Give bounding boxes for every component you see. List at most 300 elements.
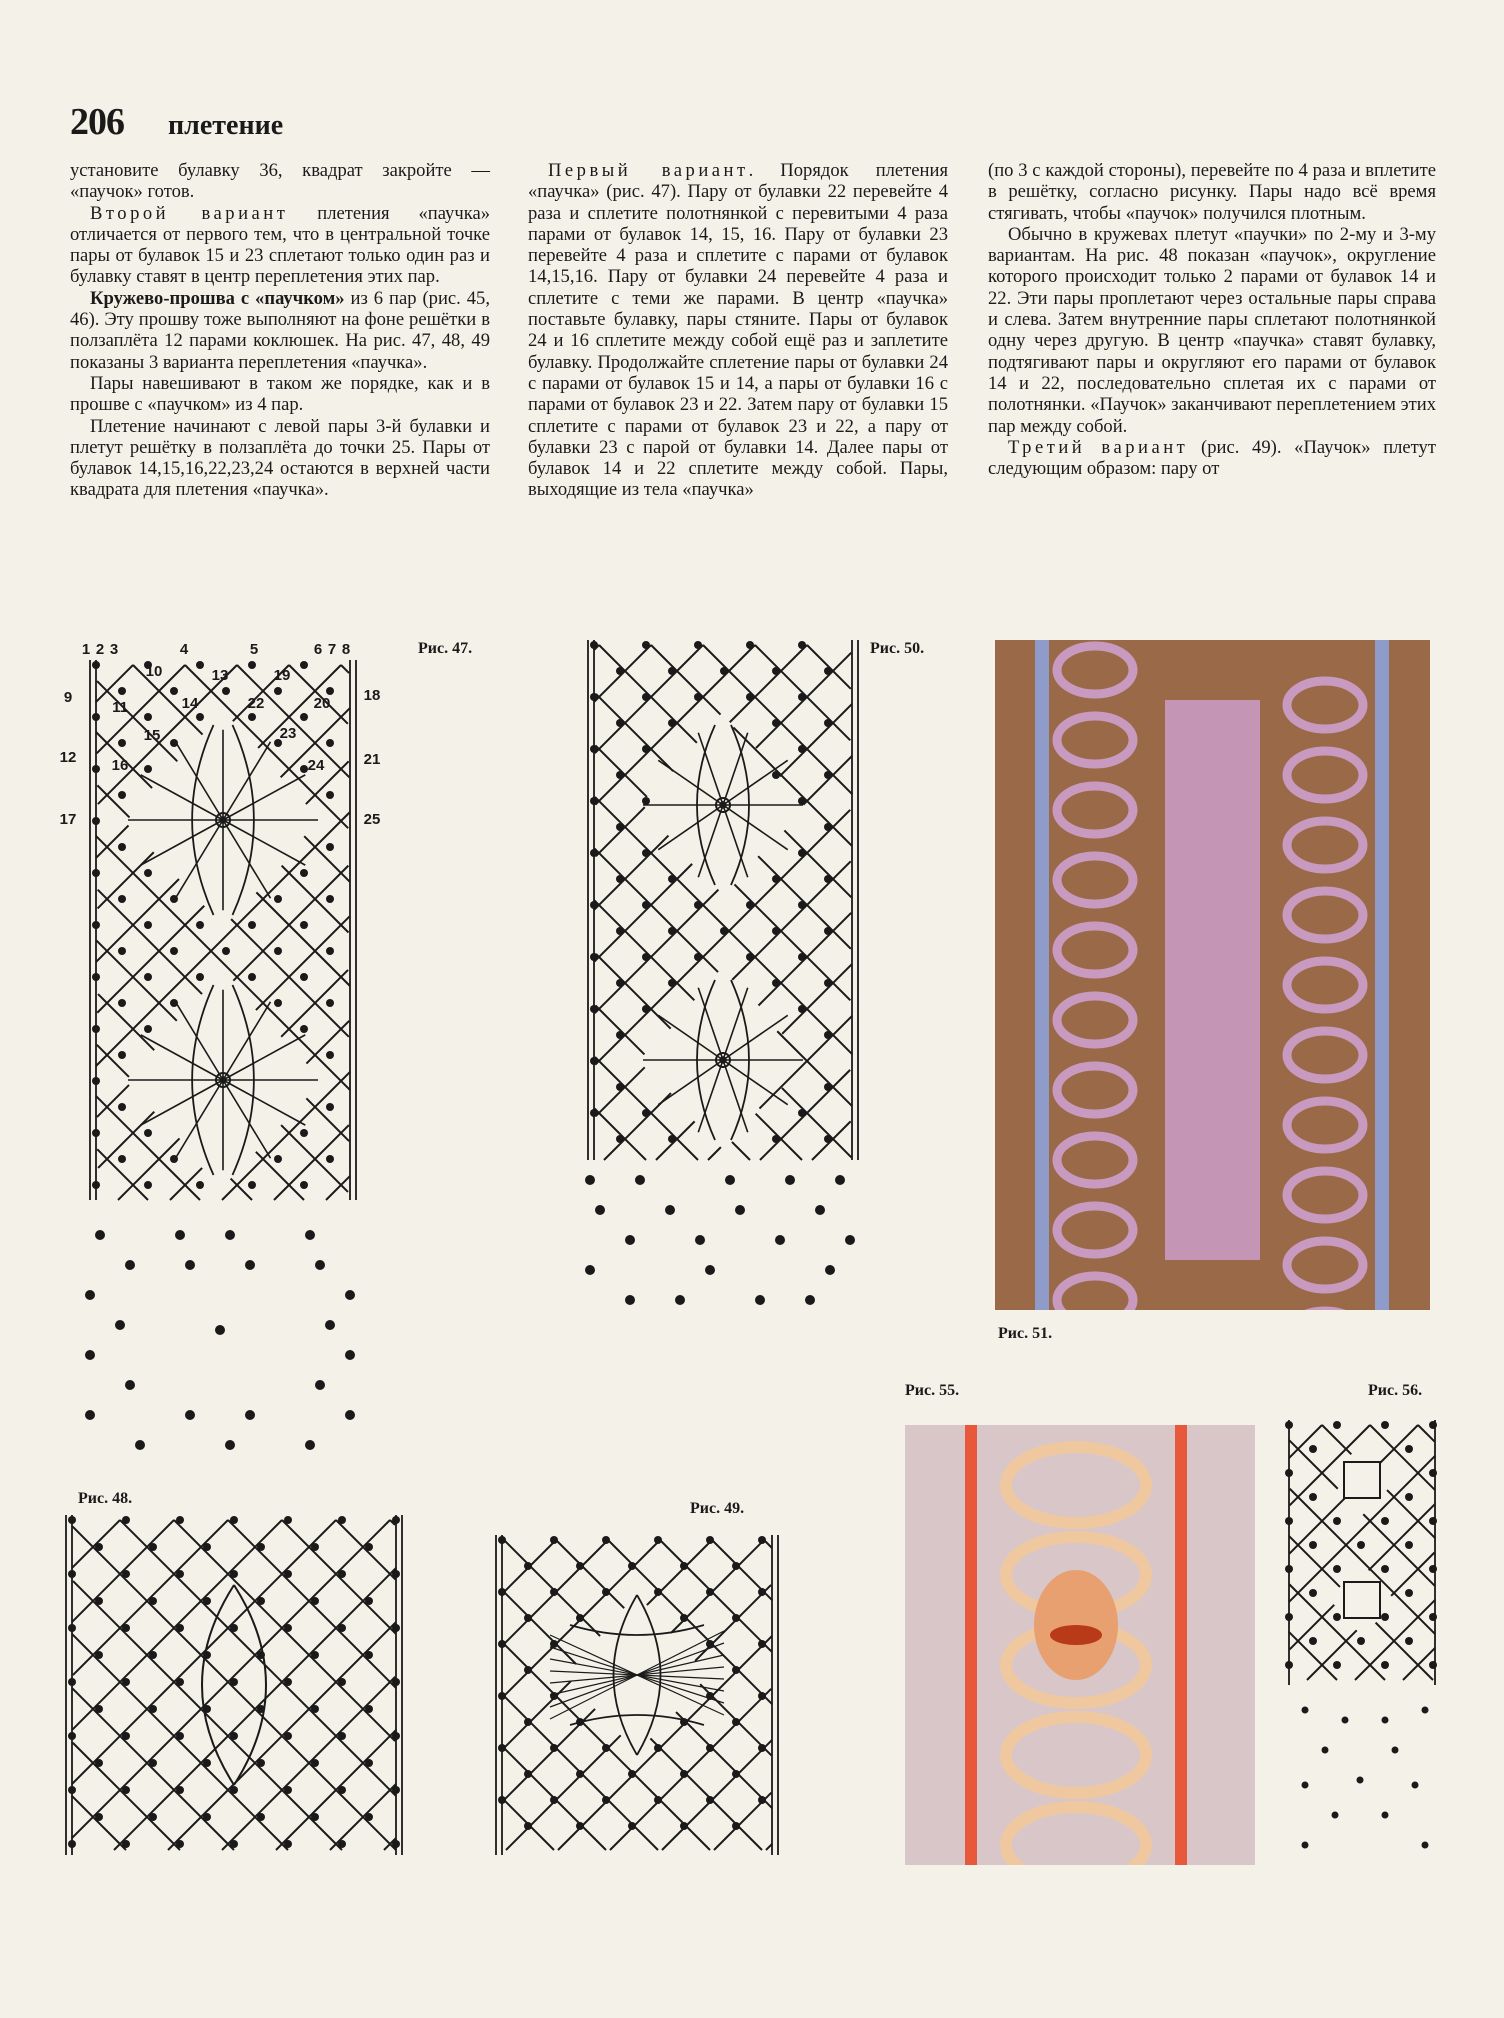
pin-dot: [720, 927, 728, 935]
thread-line: [723, 1060, 788, 1105]
thread-line: [595, 1057, 698, 1160]
pin-dot: [1429, 1517, 1437, 1525]
pin-dot: [92, 765, 100, 773]
pin-number-label: 9: [63, 689, 73, 706]
pin-dot: [305, 1230, 315, 1240]
pin-dot: [498, 1692, 506, 1700]
pin-dot: [1392, 1747, 1399, 1754]
thread-line: [723, 1060, 748, 1132]
thread-line: [336, 1520, 395, 1579]
pin-dot: [772, 927, 780, 935]
pin-dot: [1382, 1812, 1389, 1819]
pin-dot: [695, 1235, 705, 1245]
thread-line: [282, 1520, 396, 1634]
pin-number-label: 22: [247, 695, 265, 712]
thread-line: [803, 756, 852, 805]
pin-dot: [95, 1543, 103, 1551]
thread-line: [72, 1520, 120, 1568]
pin-dot: [498, 1588, 506, 1596]
pin-dot: [1381, 1517, 1389, 1525]
pin-dot: [675, 1295, 685, 1305]
pin-dot: [1332, 1812, 1339, 1819]
thread-line: [223, 820, 271, 898]
pin-dot: [706, 1744, 714, 1752]
pin-dot: [284, 1570, 292, 1578]
pin-dot: [824, 719, 832, 727]
pin-dot: [135, 1440, 145, 1450]
pin-dot: [1381, 1661, 1389, 1669]
thread-line: [256, 892, 350, 986]
pin-dot: [196, 1181, 204, 1189]
thread-curve: [202, 1585, 234, 1785]
thread-line: [651, 645, 721, 715]
bold-term: Кружево-прошва с «паучком»: [90, 287, 345, 309]
pin-dot: [680, 1614, 688, 1622]
pin-dot: [824, 1031, 832, 1039]
thread-line: [658, 1060, 723, 1105]
pin-dot: [365, 1597, 373, 1605]
pin-dot: [1381, 1421, 1389, 1429]
thread-line: [596, 1006, 645, 1055]
pin-number-label: 5: [249, 641, 259, 658]
pin-dot: [654, 1536, 662, 1544]
pin-dot: [1309, 1445, 1317, 1453]
pin-dot: [122, 1840, 130, 1848]
pin-dot: [815, 1205, 825, 1215]
thread-line: [326, 1176, 350, 1200]
thread-line: [96, 879, 179, 962]
pin-dot: [274, 687, 282, 695]
pin-number-label: 23: [279, 725, 297, 742]
pin-dot: [149, 1759, 157, 1767]
pin-dot: [245, 1260, 255, 1270]
thread-line: [304, 836, 349, 881]
pin-dot: [365, 1759, 373, 1767]
pin-dot: [798, 849, 806, 857]
pin-dot: [1322, 1747, 1329, 1754]
pin-dot: [824, 1135, 832, 1143]
pin-dot: [300, 869, 308, 877]
thread-line: [732, 1142, 750, 1160]
pin-dot: [798, 953, 806, 961]
pin-dot: [196, 713, 204, 721]
pin-dot: [326, 687, 334, 695]
pin-dot: [392, 1516, 400, 1524]
pin-dot: [824, 823, 832, 831]
pin-dot: [203, 1543, 211, 1551]
pin-number-label: 12: [60, 749, 77, 766]
figure-47-pin-dots: [70, 1225, 380, 1455]
pin-dot: [798, 641, 806, 649]
pin-dot: [642, 693, 650, 701]
pin-dot: [1357, 1777, 1364, 1784]
thread-line: [73, 1743, 180, 1850]
pin-dot: [668, 667, 676, 675]
pin-dot: [616, 771, 624, 779]
thread-line: [97, 941, 177, 1021]
pin-dot: [758, 1796, 766, 1804]
pin-dot: [118, 843, 126, 851]
thread-line: [341, 665, 349, 673]
pin-dot: [365, 1705, 373, 1713]
pin-dot: [625, 1295, 635, 1305]
pin-dot: [338, 1786, 346, 1794]
thread-line: [807, 645, 851, 689]
thread-line: [595, 745, 647, 797]
pin-dot: [144, 921, 152, 929]
pin-dot: [1429, 1421, 1437, 1429]
pin-dot: [746, 693, 754, 701]
pin-dot: [85, 1350, 95, 1360]
pin-dot: [642, 641, 650, 649]
pin-dot: [602, 1796, 610, 1804]
thread-line: [72, 1520, 336, 1784]
pin-dot: [1333, 1661, 1341, 1669]
pin-dot: [284, 1840, 292, 1848]
pin-dot: [668, 979, 676, 987]
pin-dot: [68, 1570, 76, 1578]
square-motif: [1344, 1462, 1380, 1498]
pin-dot: [92, 1025, 100, 1033]
pin-dot: [1285, 1517, 1293, 1525]
pin-dot: [248, 973, 256, 981]
thread-line: [595, 797, 853, 1055]
pin-dot: [616, 1135, 624, 1143]
thread-line: [503, 1681, 571, 1749]
lace-edge-band: [1175, 1425, 1187, 1865]
thread-line: [662, 1740, 772, 1850]
pin-dot: [616, 1031, 624, 1039]
pin-number-label: 10: [145, 663, 163, 680]
thread-line: [96, 665, 133, 702]
pin-dot: [274, 1155, 282, 1163]
pin-dot: [498, 1796, 506, 1804]
pin-dot: [144, 869, 152, 877]
pin-dot: [1429, 1565, 1437, 1573]
paragraph-text: плетения «паучка» отличается от первого тем, что в центральной точке пары от булавок 15 и 23 сплетают только один раз и булавку ставят в центр переплетения этих пар.: [70, 202, 490, 288]
pin-dot: [798, 745, 806, 753]
pin-dot: [311, 1597, 319, 1605]
thread-line: [1380, 1425, 1418, 1463]
thread-line: [506, 1735, 621, 1850]
pin-dot: [392, 1678, 400, 1686]
pin-dot: [215, 1325, 225, 1335]
pin-dot: [122, 1516, 130, 1524]
pin-dot: [365, 1813, 373, 1821]
thread-line: [141, 1035, 223, 1080]
pin-dot: [825, 1265, 835, 1275]
pin-dot: [642, 901, 650, 909]
pin-dot: [196, 661, 204, 669]
thread-line: [755, 645, 850, 740]
pin-dot: [149, 1705, 157, 1713]
pin-dot: [576, 1614, 584, 1622]
pin-dot: [95, 1230, 105, 1240]
lace-edge-band: [1375, 640, 1389, 1310]
thread-line: [223, 820, 305, 865]
pin-dot: [732, 1770, 740, 1778]
paragraph: Пары навешивают в таком же порядке, как и в прошве с «паучком» из 4 пар.: [70, 372, 490, 416]
pin-dot: [1285, 1613, 1293, 1621]
pin-dot: [694, 901, 702, 909]
page-header: [70, 100, 283, 144]
pin-dot: [628, 1822, 636, 1830]
pin-number-label: 4: [179, 641, 189, 658]
pin-dot: [284, 1786, 292, 1794]
paragraph-text: (рис. 49). «Паучок» плетут следующим образом: пару от: [988, 436, 1436, 480]
thread-line: [698, 988, 723, 1060]
pin-dot: [248, 661, 256, 669]
pin-dot: [122, 1624, 130, 1632]
pin-dot: [257, 1813, 265, 1821]
pin-dot: [203, 1759, 211, 1767]
pin-dot: [68, 1624, 76, 1632]
pin-dot: [824, 927, 832, 935]
pin-dot: [122, 1678, 130, 1686]
pin-dot: [118, 1155, 126, 1163]
pin-dot: [590, 1057, 598, 1065]
pin-number-label: 1: [81, 641, 91, 658]
lace-edge-band: [1035, 640, 1049, 1310]
figure-47-diagram: [60, 640, 390, 1210]
pin-number-label: 25: [363, 811, 381, 828]
paragraph: [528, 160, 948, 501]
pin-dot: [92, 921, 100, 929]
thread-line: [1290, 1425, 1370, 1505]
pin-dot: [92, 661, 100, 669]
pin-dot: [122, 1570, 130, 1578]
pin-dot: [498, 1640, 506, 1648]
pin-dot: [585, 1265, 595, 1275]
thread-line: [1289, 1456, 1436, 1603]
pin-dot: [1309, 1637, 1317, 1645]
pin-dot: [68, 1516, 76, 1524]
text-column-1: [70, 160, 490, 501]
pin-dot: [550, 1796, 558, 1804]
pin-dot: [95, 1759, 103, 1767]
paragraph: [70, 288, 490, 373]
pin-dot: [1405, 1637, 1413, 1645]
pin-dot: [758, 1692, 766, 1700]
pin-dot: [118, 1103, 126, 1111]
pin-dot: [300, 921, 308, 929]
pin-dot: [1405, 1445, 1413, 1453]
pin-dot: [746, 901, 754, 909]
pin-dot: [170, 947, 178, 955]
pin-dot: [338, 1516, 346, 1524]
pin-dot: [642, 1005, 650, 1013]
pin-dot: [176, 1624, 184, 1632]
pin-dot: [149, 1813, 157, 1821]
pin-dot: [118, 791, 126, 799]
pin-dot: [1333, 1421, 1341, 1429]
pin-dot: [176, 1786, 184, 1794]
pin-number-label: 20: [313, 695, 331, 712]
pin-dot: [365, 1651, 373, 1659]
thread-line: [596, 694, 673, 771]
thread-line: [223, 775, 305, 820]
figure-55-photo: [905, 1425, 1255, 1865]
thread-line: [784, 830, 851, 897]
pin-dot: [1333, 1565, 1341, 1573]
thread-line: [237, 665, 349, 777]
pin-dot: [248, 1181, 256, 1189]
pin-dot: [257, 1543, 265, 1551]
pin-dot: [758, 1640, 766, 1648]
pin-dot: [642, 745, 650, 753]
pin-dot: [1357, 1637, 1365, 1645]
pin-dot: [758, 1744, 766, 1752]
pin-dot: [705, 1265, 715, 1275]
pin-dot: [196, 973, 204, 981]
pin-dot: [326, 791, 334, 799]
thread-line: [723, 805, 748, 877]
pin-dot: [185, 1260, 195, 1270]
pin-dot: [824, 667, 832, 675]
pin-number-label: 17: [60, 811, 77, 828]
thread-line: [223, 1035, 305, 1080]
pin-dot: [345, 1410, 355, 1420]
pin-dot: [602, 1744, 610, 1752]
pin-dot: [642, 1109, 650, 1117]
pin-dot: [732, 1666, 740, 1674]
pin-dot: [300, 713, 308, 721]
thread-line: [658, 760, 723, 805]
pin-number-label: 8: [341, 641, 351, 658]
pin-dot: [1357, 1541, 1365, 1549]
caption-fig56: Рис. 56.: [1368, 1382, 1423, 1399]
thread-line: [141, 775, 223, 820]
pin-dot: [732, 1718, 740, 1726]
pin-dot: [92, 973, 100, 981]
thread-line: [733, 727, 851, 845]
thread-line: [176, 1080, 224, 1158]
pin-dot: [392, 1624, 400, 1632]
pin-dot: [326, 739, 334, 747]
pin-dot: [720, 667, 728, 675]
pin-dot: [118, 1051, 126, 1059]
pin-number-label: 16: [111, 757, 129, 774]
pin-number-label: 6: [313, 641, 323, 658]
pin-dot: [602, 1588, 610, 1596]
pin-dot: [668, 927, 676, 935]
pin-dot: [590, 1109, 598, 1117]
thread-line: [723, 988, 748, 1060]
thread-line: [782, 964, 852, 1034]
pin-dot: [694, 953, 702, 961]
lace-edge-band: [965, 1425, 977, 1865]
pin-dot: [1285, 1661, 1293, 1669]
pin-dot: [176, 1678, 184, 1686]
pin-dot: [225, 1230, 235, 1240]
thread-line: [256, 916, 350, 1010]
pin-dot: [326, 947, 334, 955]
pin-dot: [245, 1410, 255, 1420]
pin-dot: [550, 1744, 558, 1752]
pin-dot: [654, 1796, 662, 1804]
pin-dot: [311, 1543, 319, 1551]
pin-dot: [175, 1230, 185, 1240]
pin-dot: [85, 1410, 95, 1420]
pin-dot: [125, 1380, 135, 1390]
pin-dot: [668, 875, 676, 883]
pin-dot: [176, 1732, 184, 1740]
pin-dot: [576, 1822, 584, 1830]
pin-dot: [524, 1718, 532, 1726]
pin-dot: [590, 797, 598, 805]
pin-dot: [118, 999, 126, 1007]
pin-dot: [176, 1840, 184, 1848]
pin-dot: [257, 1759, 265, 1767]
pin-dot: [225, 1440, 235, 1450]
pin-dot: [758, 1536, 766, 1544]
pin-dot: [665, 1205, 675, 1215]
pin-dot: [230, 1570, 238, 1578]
pin-dot: [300, 1181, 308, 1189]
pin-dot: [230, 1678, 238, 1686]
pin-dot: [680, 1562, 688, 1570]
pin-dot: [149, 1651, 157, 1659]
pin-dot: [144, 1129, 152, 1137]
thread-line: [723, 805, 788, 850]
pin-dot: [92, 1181, 100, 1189]
pin-dot: [590, 1005, 598, 1013]
caption-fig48: Рис. 48.: [78, 1490, 133, 1507]
pin-dot: [706, 1536, 714, 1544]
thread-line: [1290, 1489, 1435, 1634]
pin-dot: [257, 1597, 265, 1605]
pin-dot: [185, 1410, 195, 1420]
pin-dot: [805, 1295, 815, 1305]
pin-dot: [326, 999, 334, 1007]
text-column-2: [528, 160, 948, 501]
pin-dot: [95, 1597, 103, 1605]
pin-dot: [149, 1543, 157, 1551]
thread-line: [97, 681, 177, 761]
pin-dot: [338, 1570, 346, 1578]
thread-line: [223, 1080, 305, 1125]
pin-dot: [92, 1077, 100, 1085]
thread-line: [223, 1002, 271, 1080]
pin-dot: [642, 849, 650, 857]
thread-line: [596, 807, 645, 856]
pin-dot: [798, 693, 806, 701]
pin-dot: [1342, 1717, 1349, 1724]
caption-fig55: Рис. 55.: [905, 1382, 960, 1399]
caption-fig49: Рис. 49.: [690, 1500, 745, 1517]
lace-center-cloth: [1165, 700, 1260, 1260]
thread-line: [98, 665, 237, 804]
caption-fig51: Рис. 51.: [998, 1325, 1053, 1342]
pin-dot: [1333, 1613, 1341, 1621]
pin-dot: [628, 1770, 636, 1778]
pin-number-label: 21: [363, 751, 381, 768]
thread-line: [698, 805, 723, 877]
pin-dot: [1285, 1469, 1293, 1477]
pin-dot: [680, 1822, 688, 1830]
pin-dot: [230, 1516, 238, 1524]
pin-dot: [625, 1235, 635, 1245]
pin-dot: [772, 719, 780, 727]
thread-line: [223, 742, 271, 820]
pin-dot: [118, 687, 126, 695]
paragraph-text: . Порядок плетения «паучка» (рис. 47). Пару от булавки 22 перевейте 4 раза и сплетите полотнянкой с перевитыми 4 раза парами от булавок 14, 15, 16. Пару от булавки 23 перевейте 4 раза и сплетите с парами от булавок 14,15,16. Пару от булавки 24 перевейте 4 раза и сплетите с теми же парами. В центр «паучка» поставьте булавку, пары стяните. Пары от булавок 24 и 16 сплетите между собой ещё раз и заплетите булавку. Продолжайте сплетение пары от булавки 24 с парами от булавок 15 и 14, а пары от булавки 16 с парами от булавок 23 и 22. Затем пару от булавки 15 сплетите с парами от булавок 23 и 22, а пару от булавки 23 с парой от булавки 14. Далее пары от булавок 14 и 22 сплетите между собой. Пары, выходящие из тела «паучка»: [528, 160, 949, 501]
pin-dot: [311, 1705, 319, 1713]
pin-dot: [585, 1175, 595, 1185]
pin-dot: [338, 1678, 346, 1686]
pin-dot: [315, 1380, 325, 1390]
pin-dot: [706, 1588, 714, 1596]
